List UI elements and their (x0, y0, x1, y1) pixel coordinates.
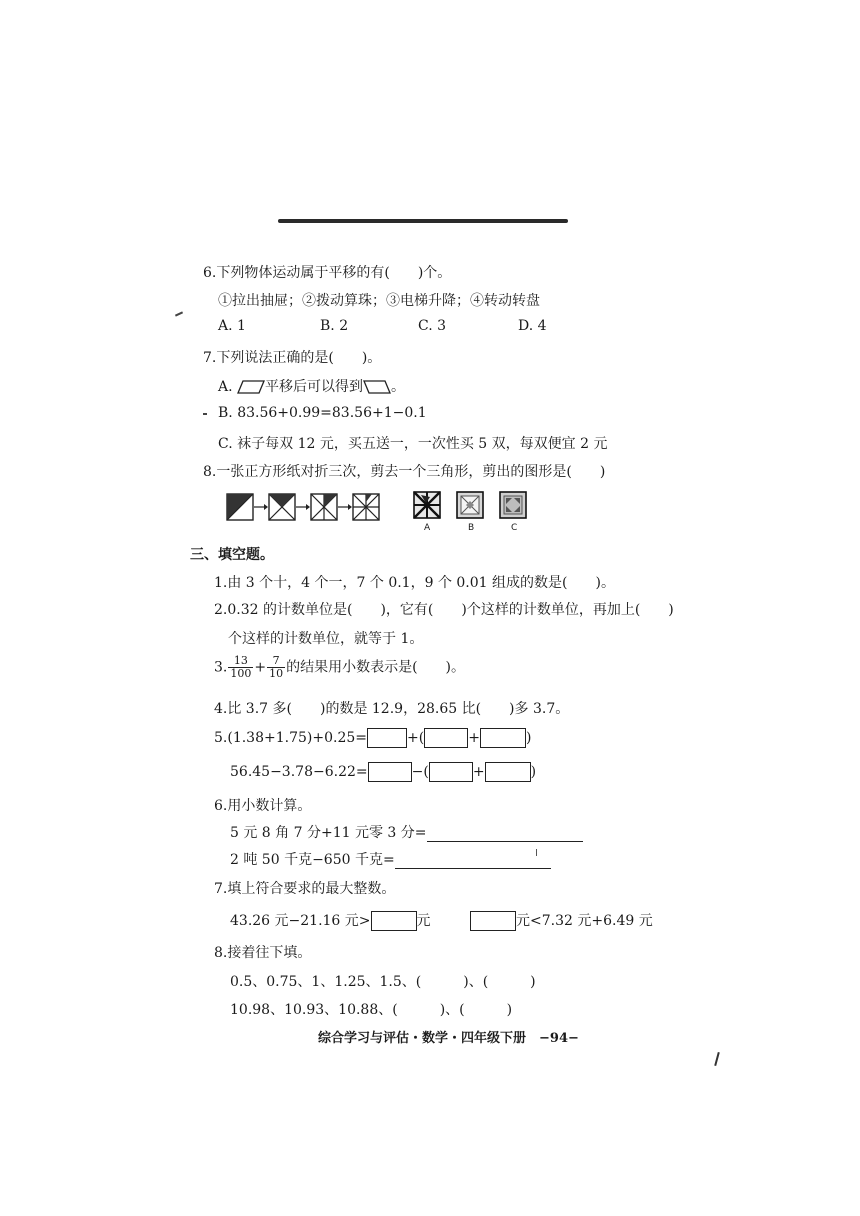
parallelogram-left-icon (237, 379, 265, 395)
fraction-denominator: 100 (230, 667, 252, 680)
answer-line[interactable] (395, 854, 551, 869)
answer-box[interactable] (371, 911, 417, 931)
page-footer: 综合学习与评估・数学・四年级下册 −94− (318, 1031, 579, 1046)
fill-q3-prefix: 3. (214, 659, 228, 676)
choice-b-figure (457, 492, 483, 518)
answer-box[interactable] (429, 762, 473, 782)
fold-step-3 (311, 494, 337, 520)
scan-mark (536, 849, 537, 856)
fill-q7-right (470, 910, 653, 931)
q6-option-b: B. 2 (320, 318, 349, 334)
close-paren: ) (530, 764, 537, 780)
answer-line[interactable] (427, 827, 583, 842)
scan-mark (714, 1052, 720, 1066)
fill-q5-line2 (230, 762, 536, 782)
plus-sign: + (468, 730, 480, 746)
fill-q2-line1: 2.0.32 的计数单位是( )，它有( )个这样的计数单位，再加上( ) (214, 602, 674, 618)
q7-option-c: C. 袜子每双 12 元，买五送一，一次性买 5 双，每双便宜 2 元 (218, 436, 608, 452)
fill-q3 (214, 655, 465, 680)
parallelogram-right-icon (363, 379, 391, 395)
close-paren: ) (525, 730, 532, 746)
q6-option-d: D. 4 (518, 318, 547, 334)
fraction-numerator: 7 (267, 655, 285, 668)
fill-q8-line1: 0.5、0.75、1、1.25、1.5、( )、( ) (230, 974, 536, 990)
fill-q5-line1 (214, 728, 531, 748)
answer-box[interactable] (367, 728, 407, 748)
fill-q6-line2-text: 2 吨 50 千克−650 千克= (230, 852, 395, 868)
fill-q1: 1.由 3 个十，4 个一，7 个 0.1，9 个 0.01 组成的数是( )。 (214, 575, 615, 591)
choice-a-figure (414, 492, 440, 518)
fill-q2-line2: 个这样的计数单位，就等于 1。 (228, 631, 424, 647)
q7-option-a (218, 376, 405, 396)
q6-stem: 6.下列物体运动属于平移的有( )个。 (203, 265, 452, 281)
fold-step-1 (227, 494, 253, 520)
plus-open-paren: +( (407, 730, 425, 746)
scan-mark (203, 413, 207, 415)
choice-label-b: B (468, 523, 475, 533)
q6-option-c: C. 3 (418, 318, 447, 334)
q7-option-a-end: 。 (391, 379, 406, 395)
fill-q3-suffix: 的结果用小数表示是( )。 (286, 659, 466, 676)
plus-sign: + (472, 764, 485, 780)
answer-box[interactable] (368, 762, 412, 782)
fill-q7-left (230, 910, 431, 931)
header-rule (278, 219, 568, 223)
fill-q8-line2: 10.98、10.93、10.88、( )、( ) (230, 1002, 513, 1018)
q7-option-a-prefix: A. (218, 379, 233, 395)
fill-q3-plus: + (254, 659, 267, 676)
choice-label-a: A (424, 523, 431, 533)
fill-q6-line2 (230, 849, 551, 869)
answer-box[interactable] (485, 762, 531, 782)
minus-open-paren: −( (411, 764, 429, 780)
section-3-title: 三、填空题。 (190, 547, 274, 563)
choice-c-figure (500, 492, 526, 518)
fold-step-2 (269, 494, 295, 520)
fraction-numerator: 13 (228, 655, 253, 668)
q7-option-a-middle: 平移后可以得到 (265, 379, 364, 395)
choice-label-c: C (511, 523, 518, 533)
unit-yuan: 元 (416, 913, 431, 929)
fill-q5-line2-prefix: 56.45−3.78−6.22= (230, 764, 368, 780)
q8-stem: 8.一张正方形纸对折三次，剪去一个三角形，剪出的图形是( ) (203, 464, 606, 480)
fraction-denominator: 10 (269, 667, 284, 680)
fill-q4: 4.比 3.7 多( )的数是 12.9，28.65 比( )多 3.7。 (214, 701, 570, 717)
fill-q7-right-text: 元<7.32 元+6.49 元 (516, 913, 653, 929)
q6-items: ①拉出抽屉；②拨动算珠；③电梯升降；④转动转盘 (218, 293, 540, 309)
fill-q5-line1-prefix: 5.(1.38+1.75)+0.25= (214, 730, 367, 746)
answer-box[interactable] (470, 911, 516, 931)
fill-q6-title: 6.用小数计算。 (214, 798, 312, 814)
q6-option-a: A. 1 (218, 318, 246, 334)
fill-q7-left-text: 43.26 元−21.16 元> (230, 913, 371, 929)
fraction-7-10 (267, 655, 285, 680)
fill-q6-line1-text: 5 元 8 角 7 分+11 元零 3 分= (230, 825, 427, 841)
fill-q7-title: 7.填上符合要求的最大整数。 (214, 881, 396, 897)
answer-box[interactable] (424, 728, 468, 748)
q7-option-b: B. 83.56+0.99=83.56+1−0.1 (218, 405, 427, 421)
folding-sequence-diagram (226, 492, 390, 522)
fraction-13-100 (228, 655, 253, 680)
cut-shape-choices (412, 491, 532, 521)
fill-q8-title: 8.接着往下填。 (214, 945, 312, 961)
answer-box[interactable] (480, 728, 526, 748)
fold-step-4 (353, 494, 379, 520)
fill-q6-line1 (230, 822, 583, 842)
scan-mark (175, 311, 183, 316)
q7-stem: 7.下列说法正确的是( )。 (203, 350, 382, 366)
